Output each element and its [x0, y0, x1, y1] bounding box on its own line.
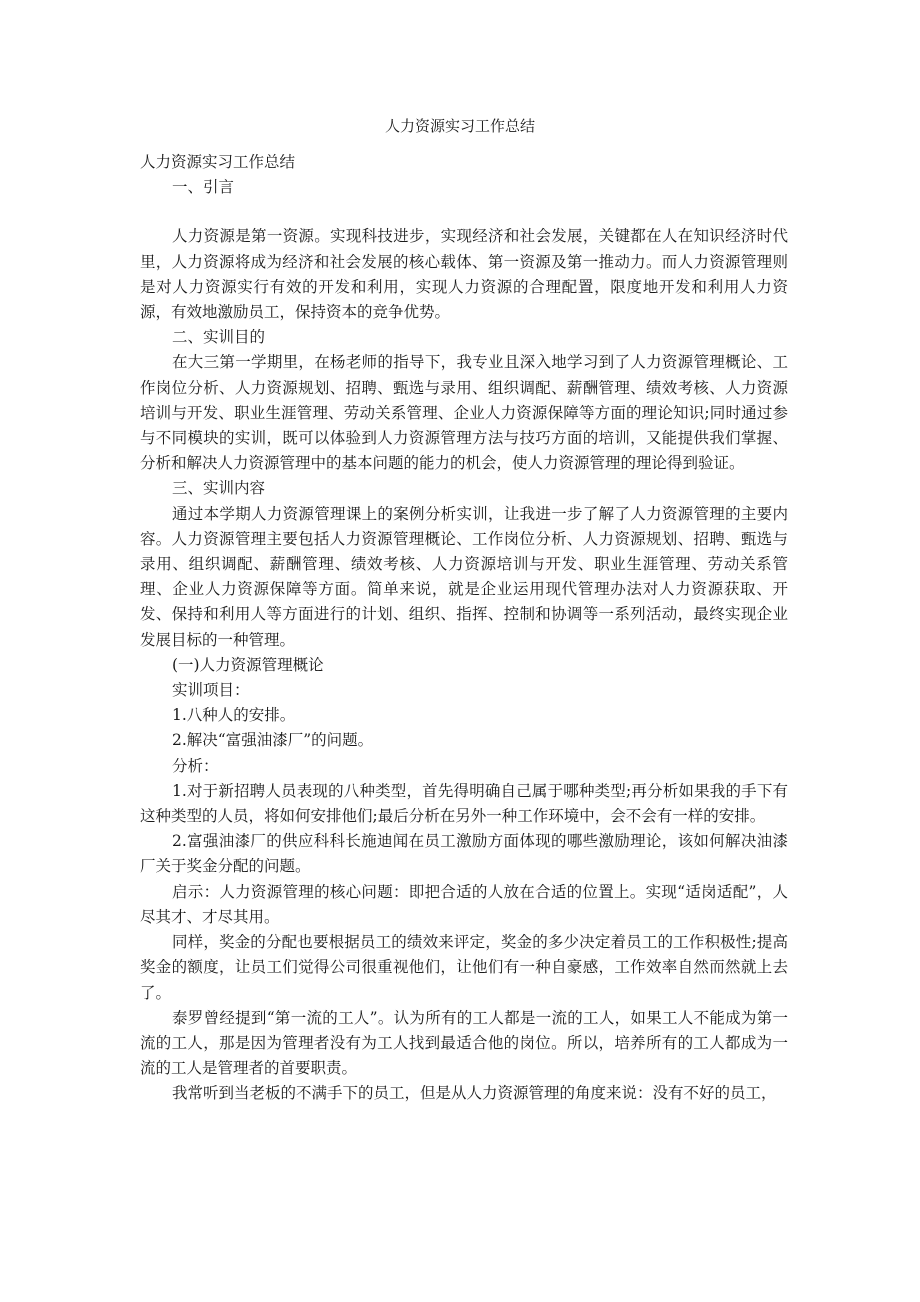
body-paragraph: 1.对于新招聘人员表现的八种类型，首先得明确自己属于哪种类型;再分析如果我的手下有这种类型的人员，将如何安排他们;最后分析在另外一种工作环境中，会不会有一样的安排。 [140, 781, 788, 826]
body-paragraph: 人力资源实习工作总结 [140, 153, 296, 171]
body-paragraph: 泰罗曾经提到“第一流的工人”。认为所有的工人都是一流的工人，如果工人不能成为第一流的工人，那是因为管理者没有为工人找到最适合他的岗位。所以，培养所有的工人都成为一流的工人是管理者的首要职责。 [140, 1008, 788, 1078]
body-paragraph: 2.解决“富强油漆厂”的问题。 [172, 731, 374, 750]
body-paragraph: 同样，奖金的分配也要根据员工的绩效来评定，奖金的多少决定着员工的工作积极性;提高奖金的额度，让员工们觉得公司很重视他们，让他们有一种自豪感，工作效率自然而然就上去了。 [140, 933, 788, 1002]
body-paragraph: 我常听到当老板的不满手下的员工，但是从人力资源管理的角度来说：没有不好的员工， [172, 1084, 777, 1103]
body-paragraph: 三、实训内容 [172, 479, 266, 498]
body-paragraph: 二、实训目的 [172, 328, 266, 347]
body-paragraph: 通过本学期人力资源管理课上的案例分析实训，让我进一步了解了人力资源管理的主要内容。人力资源管理主要包括人力资源管理概论、工作岗位分析、人力资源规划、招聘、甄选与录用、组织调配、薪酬管理、绩效考核、人力资源培训与开发、职业生涯管理、劳动关系管理、企业人力资源保障等方面。简单来说，就是企业运用现代管理办法对人力资源获取、开发、保持和利用人等方面进行的计划、组织、指挥、控制和协调等一系列活动，最终实现企业发展目标的一种管理。 [140, 504, 788, 649]
body-paragraph: 1.八种人的安排。 [172, 706, 296, 725]
document-title: 人力资源实习工作总结 [384, 117, 535, 135]
body-paragraph: 实训项目： [172, 681, 250, 700]
body-paragraph: 一、引言 [172, 178, 235, 197]
body-paragraph: 启示：人力资源管理的核心问题：即把合适的人放在合适的位置上。实现“适岗适配”，人尽其才、才尽其用。 [140, 882, 788, 926]
body-paragraph: 2.富强油漆厂的供应科科长施迪闻在员工激励方面体现的哪些激励理论，该如何解决油漆厂关于奖金分配的问题。 [140, 832, 788, 876]
body-paragraph: 人力资源是第一资源。实现科技进步，实现经济和社会发展，关键都在人在知识经济时代里，人力资源将成为经济和社会发展的核心载体、第一资源及第一推动力。而人力资源管理则是对人力资源实行有效的开发和利用，实现人力资源的合理配置，限度地开发和利用人力资源，有效地激励员工，保持资本的竞争优势。 [140, 227, 788, 322]
body-paragraph: (一)人力资源管理概论 [172, 655, 324, 674]
document-body [140, 150, 788, 1107]
body-paragraph: 在大三第一学期里，在杨老师的指导下，我专业且深入地学习到了人力资源管理概论、工作岗位分析、人力资源规划、招聘、甄选与录用、组织调配、薪酬管理、绩效考核、人力资源培训与开发、职业生涯管理、劳动关系管理、企业人力资源保障等方面的理论知识;同时通过参与不同模块的实训，既可以体验到人力资源管理方法与技巧方面的培训，又能提供我们掌握、分析和解决人力资源管理中的基本问题的能力的机会，使人力资源管理的理论得到验证。 [140, 353, 788, 473]
body-paragraph: 分析： [172, 756, 219, 775]
